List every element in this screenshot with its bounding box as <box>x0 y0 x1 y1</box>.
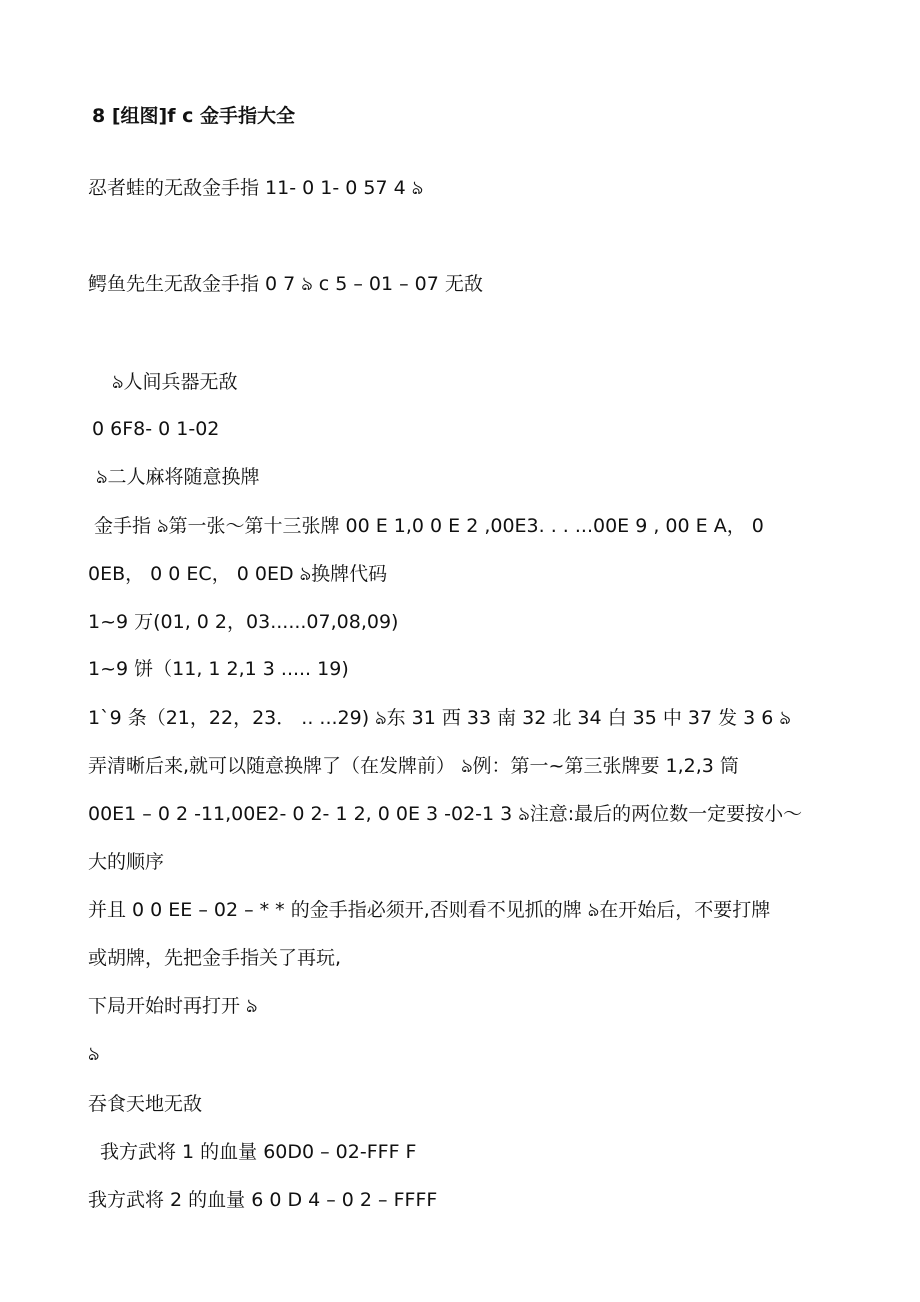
text-line-14: 并且 0 0 EE – 02 – * * 的金手指必须开,否则看不见抓的牌 ঌ在开始后，不要打牌 <box>88 899 771 921</box>
text-line-1: 忍者蛙的无敌金手指 11- 0 1- 0 57 4 ঌ <box>88 177 424 199</box>
text-line-10: 1`9 条（21，22，23． .. ...29) ঌ东 31 西 33 南 32 北 34 白 35 中 37 发 3 6 ঌ <box>88 707 791 729</box>
text-line-16: 下局开始时再打开 ঌ <box>88 995 258 1017</box>
text-line-4: 0 6F8- 0 1-02 <box>92 418 220 440</box>
text-line-12: 00E1 – 0 2 -11,00E2- 0 2- 1 2, 0 0E 3 -02-1 3 ঌ注意:最后的两位数一定要按小～ <box>88 803 803 825</box>
document-title: 8 [组图]f c 金手指大全 <box>92 105 295 127</box>
text-line-20: 我方武将 2 的血量 6 0 D 4 – 0 2 – FFFF <box>88 1189 438 1211</box>
text-line-5: ঌ二人麻将随意换牌 <box>96 466 260 488</box>
text-line-11: 弄清晰后来,就可以随意换牌了（在发牌前） ঌ例：第一~第三张牌要 1,2,3 筒 <box>88 755 739 777</box>
text-line-2: 鳄鱼先生无敌金手指 0 7 ঌ c 5 – 01 – 07 无敌 <box>88 273 483 295</box>
text-line-17: ঌ <box>88 1043 100 1065</box>
text-line-9: 1~9 饼（11, 1 2,1 3 ..... 19) <box>88 658 349 680</box>
text-line-18: 吞食天地无敌 <box>88 1093 203 1115</box>
text-line-8: 1~9 万(01, 0 2，03......07,08,09) <box>88 611 399 633</box>
text-line-7: 0EB， 0 0 EC， 0 0ED ঌ换牌代码 <box>88 563 388 585</box>
text-line-6: 金手指 ঌ第一张～第十三张牌 00 E 1,0 0 E 2 ,00E3. . . ...00E 9 , 00 E A， 0 <box>94 515 764 537</box>
text-line-13: 大的顺序 <box>88 851 165 873</box>
text-line-19: 我方武将 1 的血量 60D0 – 02-FFF F <box>100 1141 417 1163</box>
text-line-15: 或胡牌，先把金手指关了再玩, <box>88 947 342 969</box>
text-line-3: ঌ人间兵器无敌 <box>112 371 238 393</box>
